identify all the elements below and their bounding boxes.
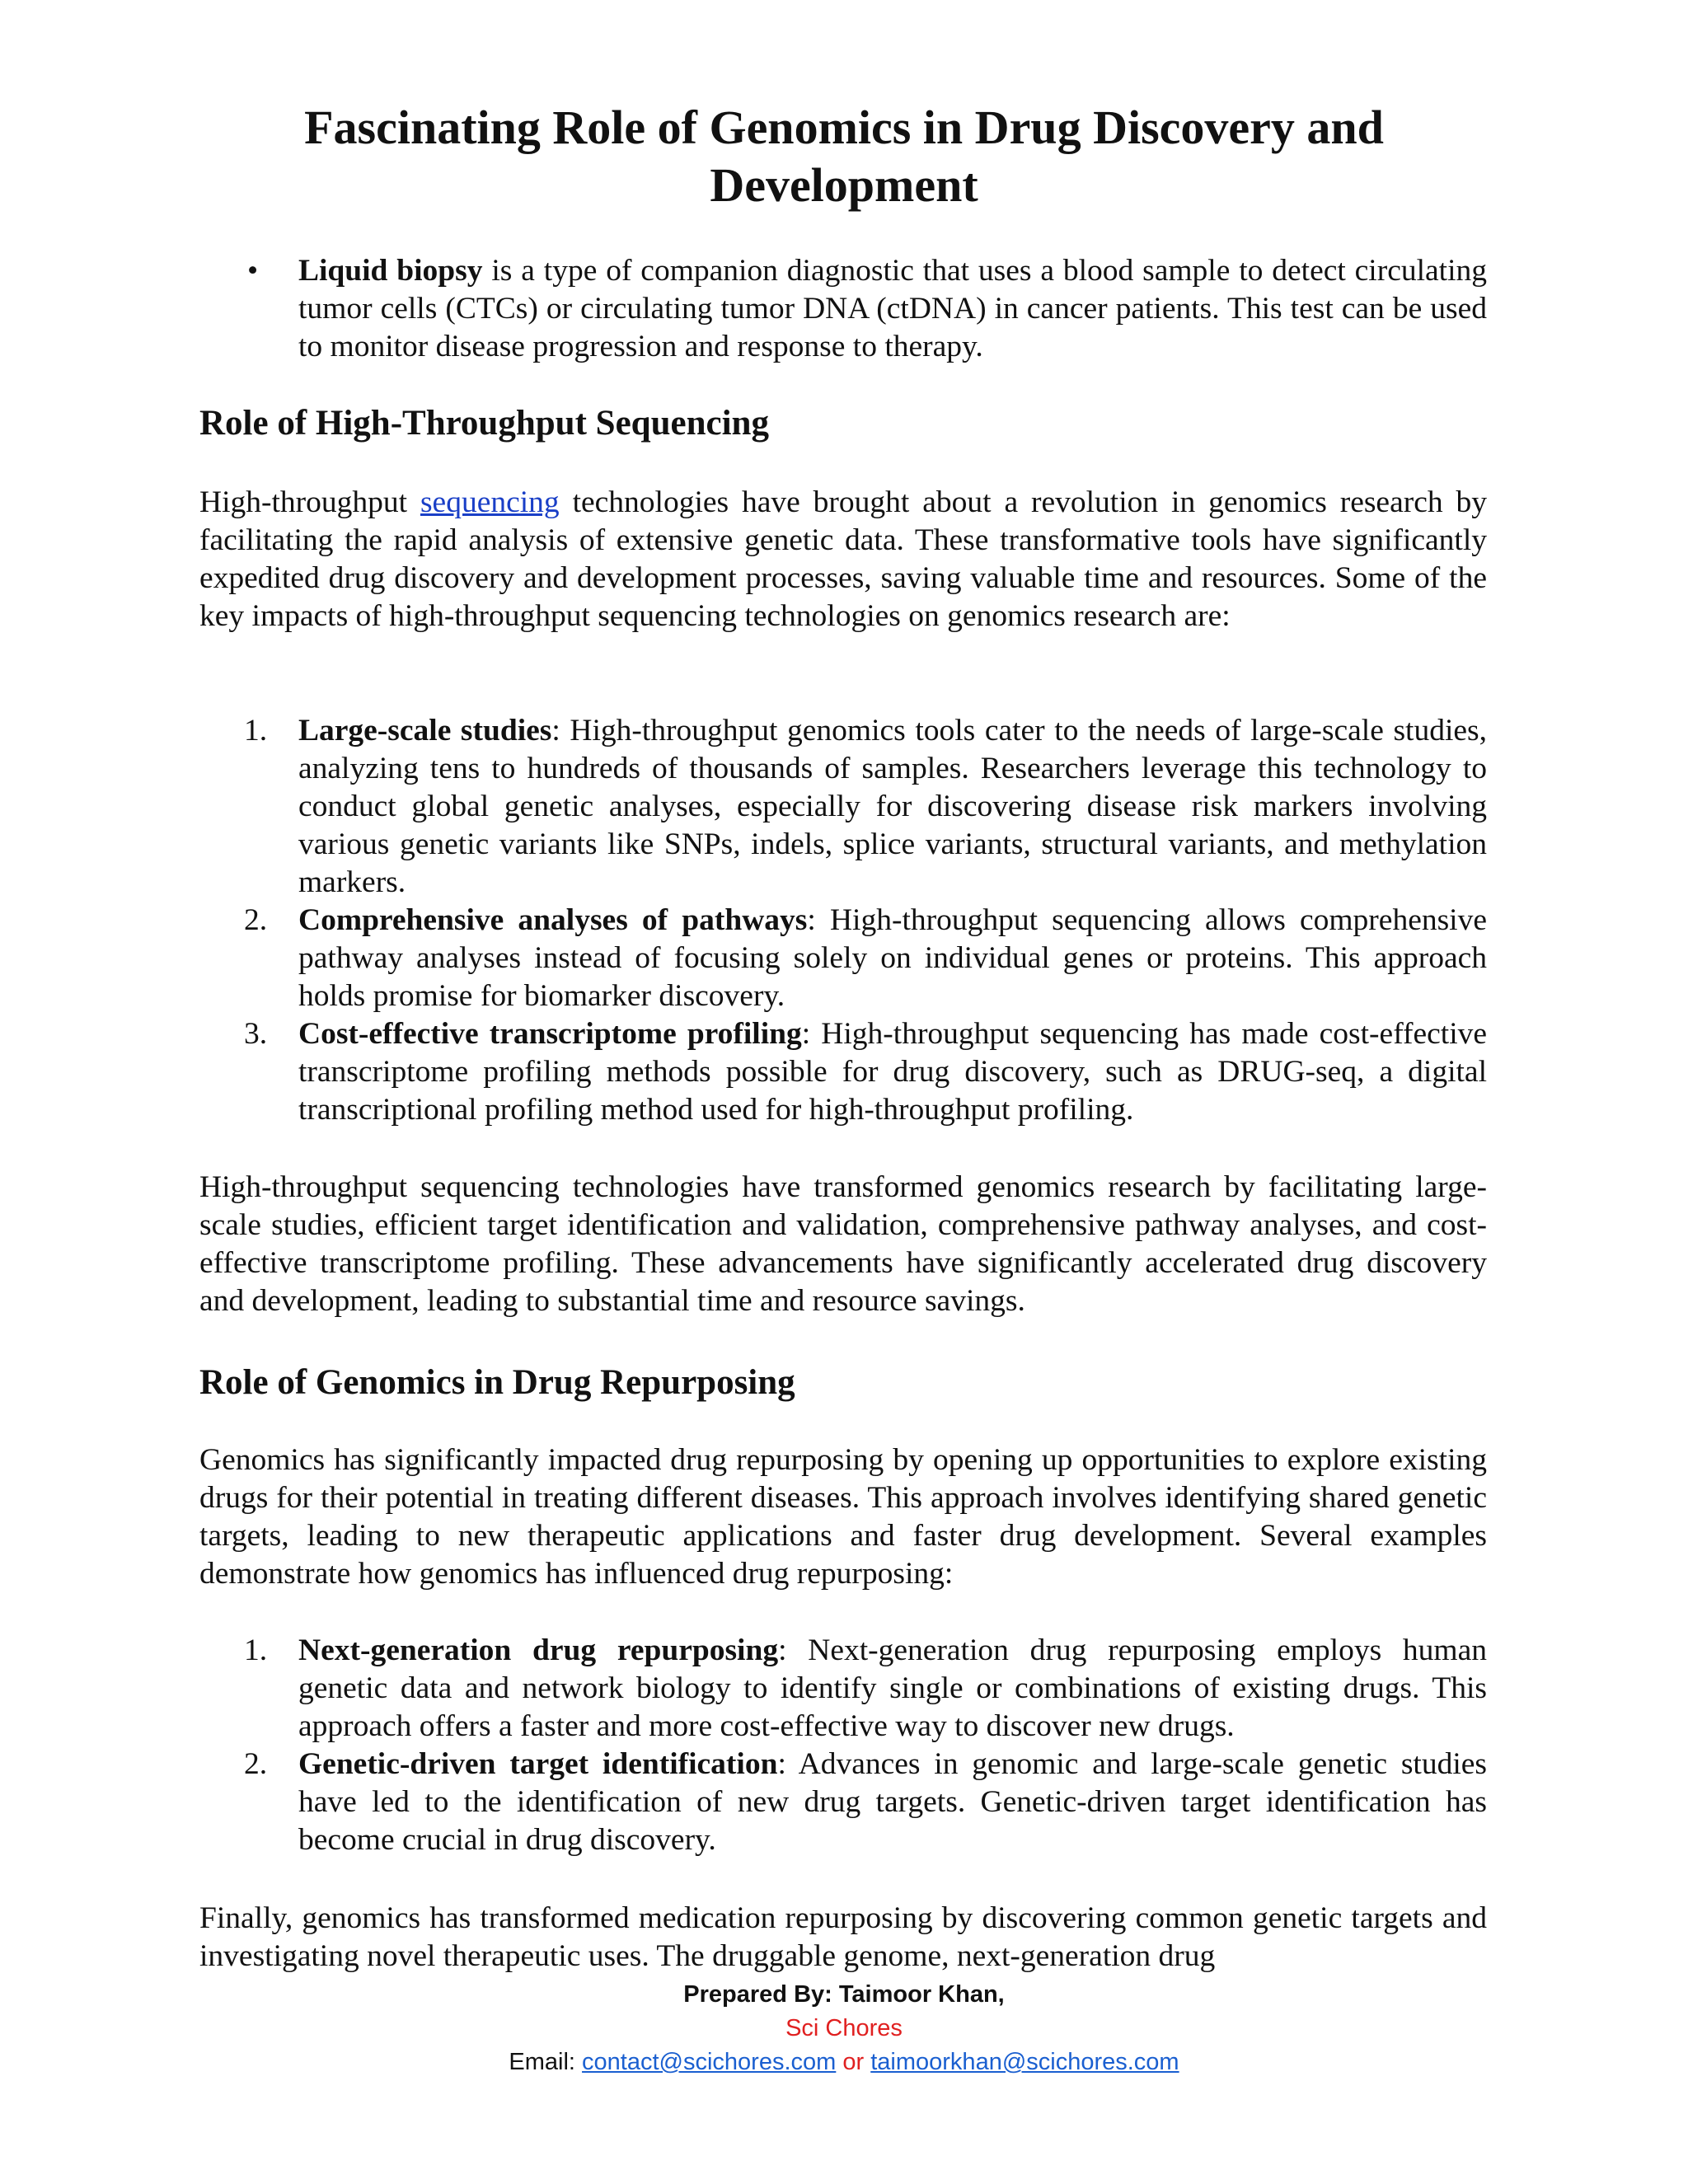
footer-email-line [0, 2046, 1688, 2079]
list-item-text: : High-throughput sequencing has made cost-effective transcriptome profiling methods possible for drug discovery, such as DRUG-seq, a digital transcriptional profiling method used for high-throughput profiling. [298, 1017, 1488, 1127]
list-item-term: Comprehensive analyses of pathways [298, 903, 808, 937]
list-number: 2. [244, 1747, 268, 1781]
footer-prepared-by: Prepared By: Taimoor Khan, [683, 1981, 1005, 2008]
list-item-text: : High-throughput sequencing allows comprehensive pathway analyses instead of focusing solely on individual genes or proteins. This approach holds promise for biomarker discovery. [298, 903, 1487, 1013]
section-heading-sequencing: Role of High-Throughput Sequencing [199, 404, 769, 443]
list-item-term: Liquid biopsy [298, 254, 483, 288]
section2-numbered-list [199, 1632, 1487, 1859]
list-item [199, 712, 1487, 902]
list-item [199, 1632, 1487, 1746]
section1-intro-end: technologies have brought about a revolution in genomics research by facilitating the rapid analysis of extensive genetic data. These transformative tools have significantly expedited drug discovery and development processes, saving valuable time and resources. Some of the key impacts of high-throughput sequencing technologies on genomics research are: [199, 485, 1487, 633]
list-item [199, 1746, 1487, 1859]
section1-numbered-list [199, 712, 1487, 1129]
email-link-taimoor[interactable]: taimoorkhan@scichores.com [870, 2049, 1179, 2075]
list-item [199, 252, 1487, 366]
footer-brand: Sci Chores [785, 2015, 903, 2041]
list-item-text: : Next-generation drug repurposing employs human genetic data and network biology to identify single or combinations of existing drugs. This approach offers a faster and more cost-effective way to discover new drugs. [298, 1633, 1487, 1743]
list-item-text: : High-throughput genomics tools cater to the needs of large-scale studies, analyzing tens to hundreds of thousands of samples. Researchers leverage this technology to conduct global genetic analyses, especially for discovering disease risk markers involving various genetic variants like SNPs, indels, splice variants, structural variants, and methylation markers. [298, 714, 1487, 899]
intro-bullet-list [199, 252, 1487, 366]
list-number: 1. [244, 714, 268, 748]
list-item-term: Next-generation drug repurposing [298, 1633, 779, 1667]
page-footer [0, 1978, 1688, 2079]
email-link-contact[interactable]: contact@scichores.com [582, 2049, 837, 2075]
list-item [199, 902, 1487, 1015]
bullet-marker: • [247, 254, 259, 288]
list-number: 2. [244, 903, 268, 937]
section2-intro-paragraph: Genomics has significantly impacted drug repurposing by opening up opportunities to explore existing drugs for their potential in treating different diseases. This approach involves identifying shared genetic targets, leading to new therapeutic applications and faster drug development. Several examples demonstrate how genomics has influenced drug repurposing: [199, 1443, 1487, 1591]
sequencing-link[interactable]: sequencing [420, 485, 560, 519]
footer-email-label: Email: [509, 2049, 583, 2075]
footer-or-word: or [836, 2049, 871, 2075]
section1-intro-paragraph [199, 484, 1487, 635]
list-item-term: Large-scale studies [298, 714, 552, 748]
list-item-text: is a type of companion diagnostic that uses a blood sample to detect circulating tumor cells (CTCs) or circulating tumor DNA (ctDNA) in cancer patients. This test can be used to monitor disease progression and response to therapy. [298, 254, 1488, 363]
list-item [199, 1015, 1487, 1129]
list-number: 1. [244, 1633, 268, 1667]
list-item-text: : Advances in genomic and large-scale genetic studies have led to the identification of new drug targets. Genetic-driven target identification has become crucial in drug discovery. [298, 1747, 1487, 1857]
section-heading-repurposing: Role of Genomics in Drug Repurposing [199, 1363, 795, 1402]
list-number: 3. [244, 1017, 268, 1051]
section1-conclusion-paragraph: High-throughput sequencing technologies have transformed genomics research by facilitating large-scale studies, efficient target identification and validation, comprehensive pathway analyses, and cost-effective transcriptome profiling. These advancements have significantly accelerated drug discovery and development, leading to substantial time and resource savings. [199, 1170, 1487, 1318]
list-item-term: Cost-effective transcriptome profiling [298, 1017, 802, 1051]
document-title: Fascinating Role of Genomics in Drug Discovery and Development [304, 101, 1384, 212]
section1-intro-start: High-throughput [199, 485, 420, 519]
section2-conclusion-paragraph: Finally, genomics has transformed medication repurposing by discovering common genetic targets and investigating novel therapeutic uses. The druggable genome, next-generation drug [199, 1901, 1487, 1973]
list-item-term: Genetic-driven target identification [298, 1747, 778, 1781]
